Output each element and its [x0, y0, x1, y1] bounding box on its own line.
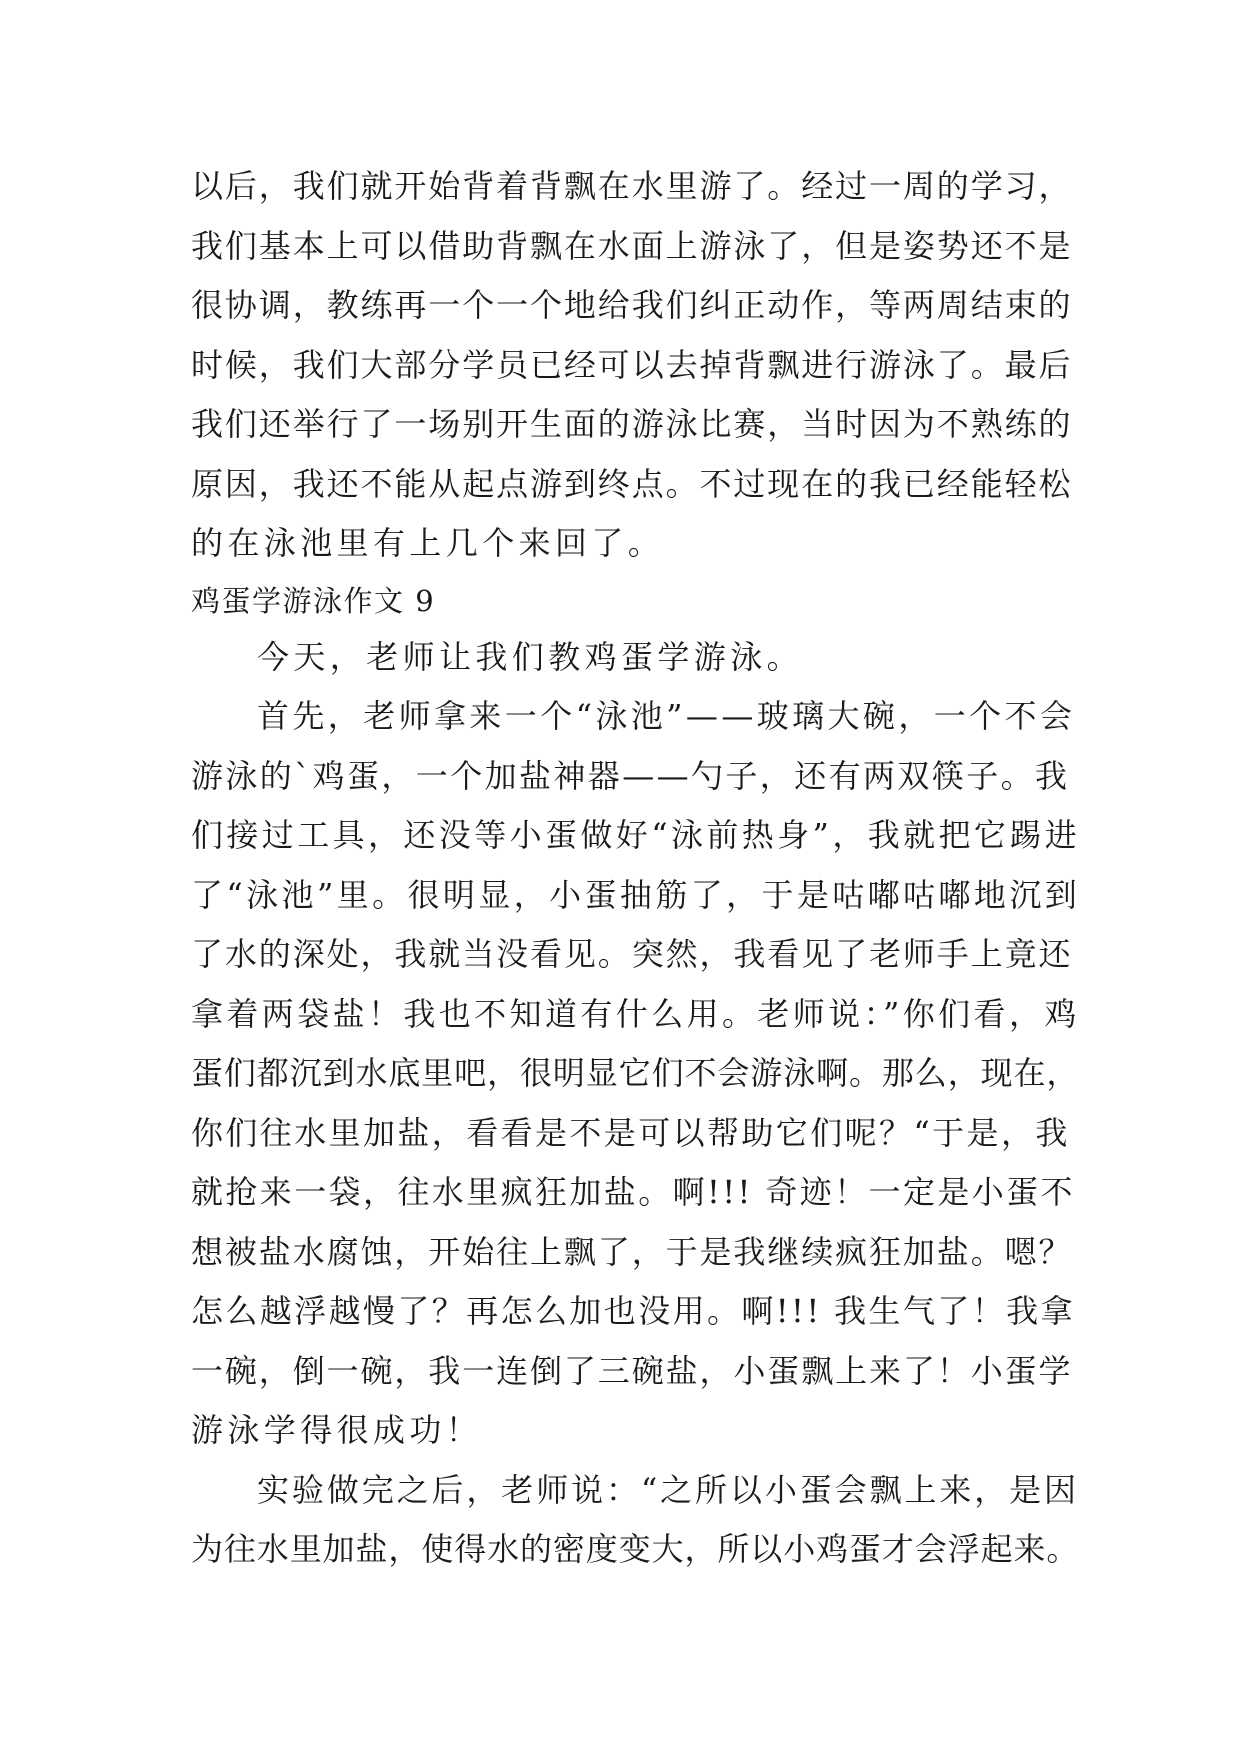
- text-line: 原因，我还不能从起点游到终点。不过现在的我已经能轻松: [191, 464, 1073, 503]
- text-line: 你们往水里加盐，看看是不是可以帮助它们呢？“于是，我: [191, 1113, 1070, 1152]
- text-line: 怎么越浮越慢了？再怎么加也没用。啊!!! 我生气了！我拿: [191, 1292, 1075, 1330]
- text-line: 了“泳池”里。很明显，小蛋抽筋了，于是咕嘟咕嘟地沉到: [191, 875, 1081, 914]
- paragraph-3: [191, 1461, 1081, 1580]
- text-line: 了水的深处，我就当没看见。突然，我看见了老师手上竟还: [191, 935, 1073, 973]
- text-line: 就抢来一袋，往水里疯狂加盐。啊!!! 奇迹！一定是小蛋不: [191, 1173, 1075, 1211]
- text-line: 今天，老师让我们教鸡蛋学游泳。: [257, 637, 804, 676]
- text-line: 们接过工具，还没等小蛋做好“泳前热身”，我就把它踢进: [191, 816, 1081, 854]
- text-line: 一碗，倒一碗，我一连倒了三碗盐，小蛋飘上来了！小蛋学: [191, 1351, 1073, 1390]
- text-line: 我们还举行了一场别开生面的游泳比赛，当时因为不熟练的: [191, 405, 1073, 443]
- text-line: 蛋们都沉到水底里吧，很明显它们不会游泳啊。那么，现在，: [191, 1054, 1080, 1092]
- text-line: 游泳的`鸡蛋，一个加盐神器——勺子，还有两双筷子。我: [191, 756, 1070, 795]
- text-line: 我们基本上可以借助背飘在水面上游泳了，但是姿势还不是: [191, 226, 1073, 265]
- text-line: 很协调，教练再一个一个地给我们纠正动作，等两周结束的: [191, 286, 1073, 324]
- text-line: 以后，我们就开始背着背飘在水里游了。经过一周的学习，: [191, 167, 1073, 205]
- text-line: 实验做完之后，老师说：“之所以小蛋会飘上来，是因: [257, 1470, 1079, 1509]
- text-line: 的在泳池里有上几个来回了。: [191, 524, 665, 562]
- text-line: 首先，老师拿来一个“泳池”——玻璃大碗，一个不会: [257, 697, 1076, 735]
- paragraph-2: [191, 687, 1081, 1461]
- paragraph-1: [191, 628, 1081, 688]
- section-title: 鸡蛋学游泳作文 9: [191, 583, 436, 618]
- text-line: 游泳学得很成功！: [191, 1411, 483, 1449]
- text-line: 为往水里加盐，使得水的密度变大，所以小鸡蛋才会浮起来。: [191, 1530, 1080, 1568]
- text-line: 拿着两袋盐！我也不知道有什么用。老师说：”你们看，鸡: [191, 994, 1080, 1033]
- document-body: [191, 157, 1081, 1580]
- intro-paragraph: [191, 157, 1081, 574]
- text-line: 想被盐水腐蚀，开始往上飘了，于是我继续疯狂加盐。嗯？: [191, 1232, 1073, 1271]
- text-line: 时候，我们大部分学员已经可以去掉背飘进行游泳了。最后: [191, 345, 1073, 384]
